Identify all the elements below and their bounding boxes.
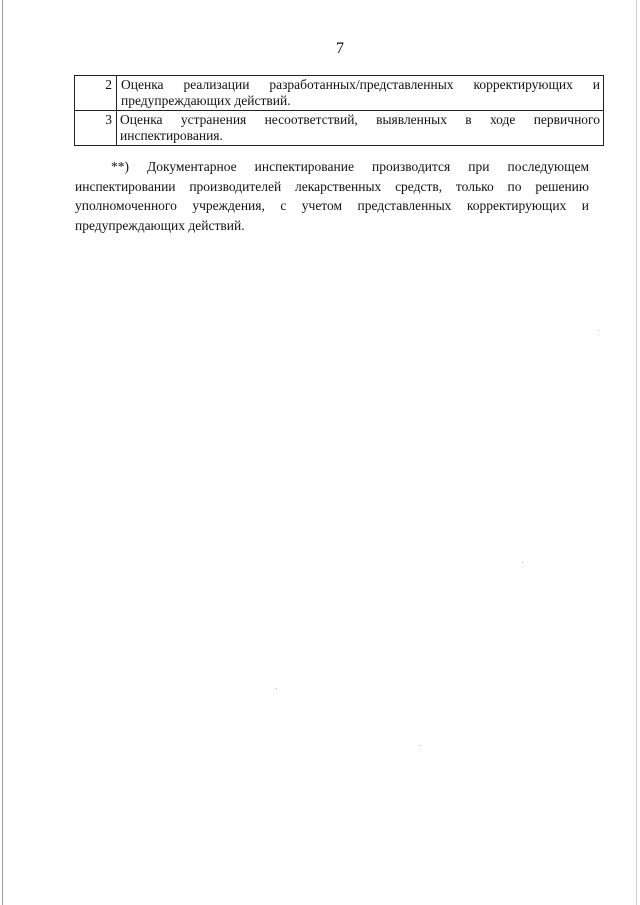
scan-speck — [598, 330, 599, 331]
page-edge-left — [2, 0, 3, 905]
row-number: 2 — [75, 76, 117, 111]
table-row — [75, 76, 604, 111]
scan-speck — [420, 745, 421, 746]
scan-speck — [276, 688, 277, 689]
footnote-paragraph: **) Документарное инспектирование производится при последующем инспектировании производителей лекарственных средств, только по решению уполномоченного учреждения, с учетом представленных корректирующих и предупреждающих действий. — [75, 159, 589, 233]
scan-speck — [522, 562, 523, 563]
page-edge-right — [636, 0, 637, 905]
row-number: 3 — [75, 111, 117, 146]
table-row — [75, 111, 604, 146]
row-text: Оценка реализации разработанных/представленных корректирующих и предупреждающих действий. — [117, 76, 604, 111]
page-number: 7 — [336, 40, 344, 57]
row-text: Оценка устранения несоответствий, выявленных в ходе первичного инспектирования. — [117, 111, 604, 146]
criteria-table — [74, 75, 604, 146]
